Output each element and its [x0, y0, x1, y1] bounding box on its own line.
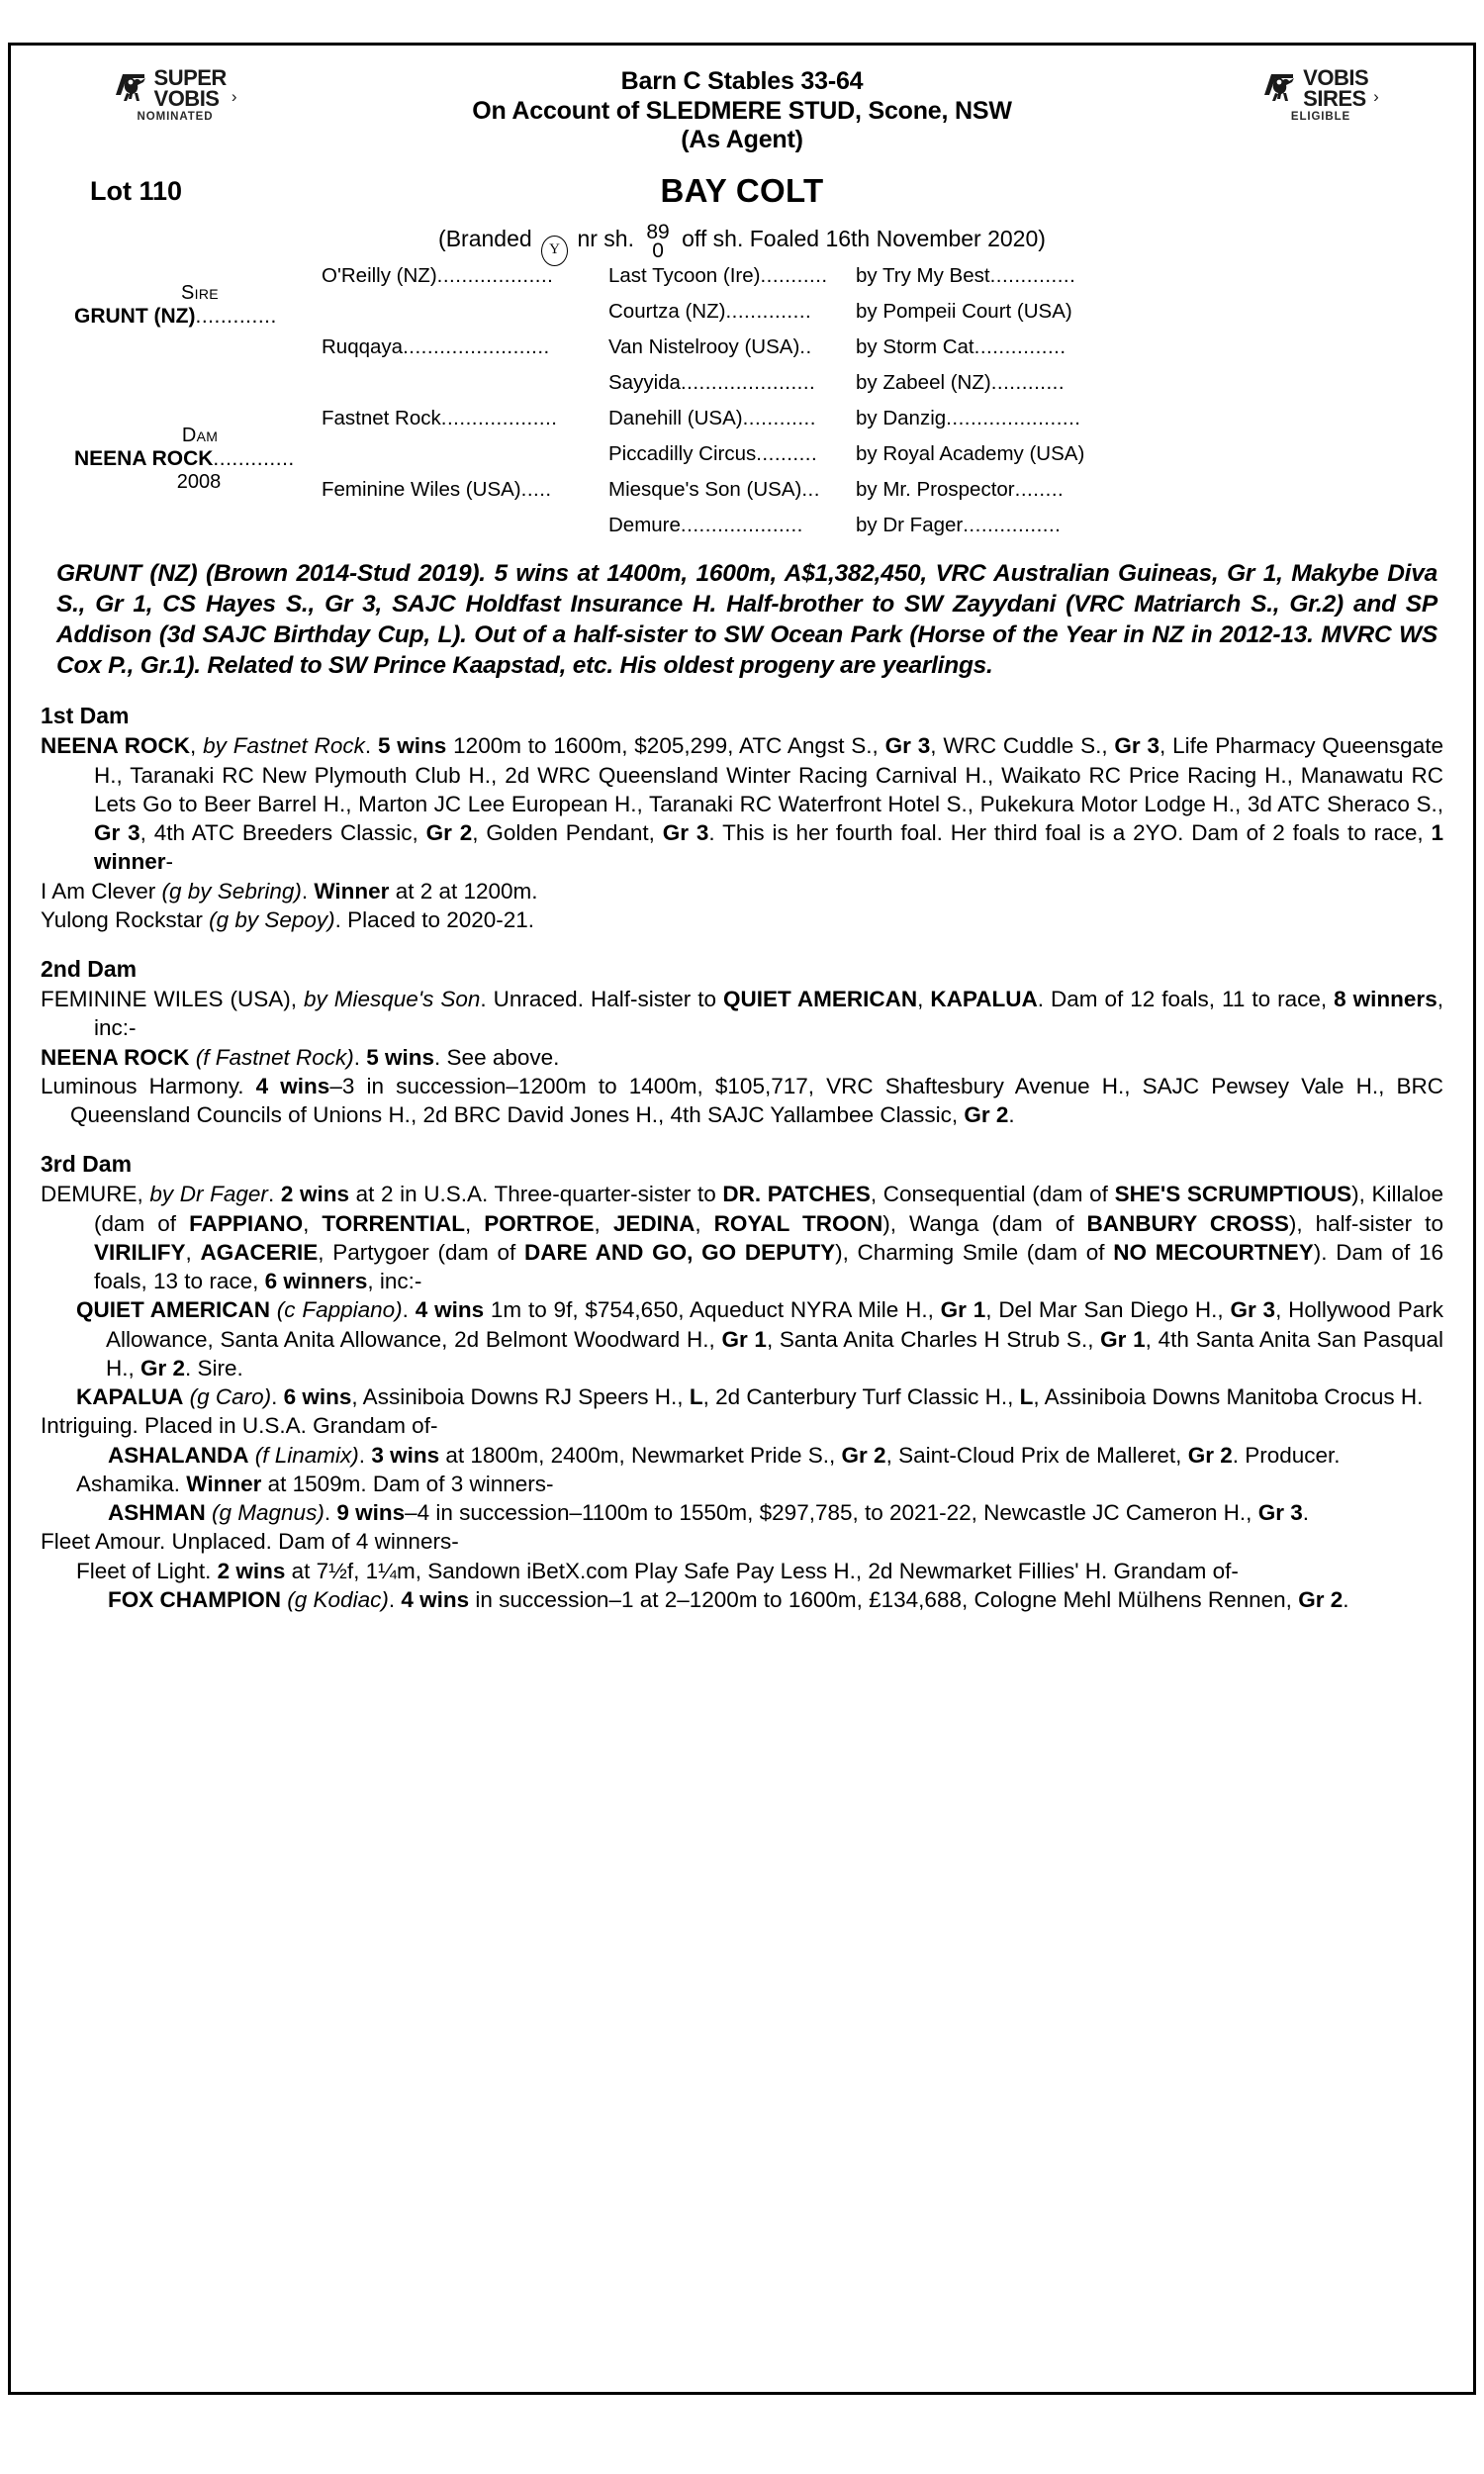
- dots: ................: [963, 514, 1062, 536]
- dots: ...................: [440, 407, 558, 429]
- ggp-by: by Mr. Prospector: [856, 478, 1015, 501]
- dam-year: 2008: [176, 471, 222, 493]
- logo-subtitle: ELIGIBLE: [1290, 111, 1351, 124]
- header-text-block: [276, 67, 1208, 155]
- list-item: ASHALANDA (f Linamix). 3 wins at 1800m, 2400m, Newmarket Pride S., Gr 2, Saint-Cloud Prix de Malleret, Gr 2. Producer.: [108, 1442, 1341, 1468]
- dots: ...: [801, 478, 820, 501]
- barn-stables-line: Barn C Stables 33-64: [620, 67, 864, 95]
- pedigree-cell: [608, 508, 856, 543]
- ggp-name: Miesque's Son (USA): [608, 478, 802, 501]
- third-dam-entry: DEMURE, by Dr Fager. 2 wins at 2 in U.S.A. Three-quarter-sister to DR. PATCHES, Consequential (dam of SHE'S SCRUMPTIOUS), Killaloe (dam of FAPPIANO, TORRENTIAL, PORTROE, JEDINA, ROYAL TROON), Wanga (dam of BANBURY CROSS), half-sister to VIRILIFY, AGACERIE, Partygoer (dam of DARE AND GO, GO DEPUTY), Charming Smile (dam of NO MECOURTNEY). Dam of 16 foals, 13 to race, 6 winners, inc:-: [41, 1182, 1444, 1294]
- pedigree-cell: [322, 472, 608, 508]
- dots: ..............: [725, 300, 812, 323]
- dam-label: Dam: [181, 425, 219, 446]
- pedigree-sire-grandparents: [322, 258, 608, 401]
- list-item: Yulong Rockstar (g by Sepoy). Placed to 2020-21.: [41, 906, 535, 932]
- pedigree-cell: [322, 401, 608, 436]
- page-header: [29, 46, 1455, 164]
- list-item: NEENA ROCK (f Fastnet Rock). 5 wins. See above.: [41, 1044, 560, 1070]
- ggp-name: Sayyida: [608, 371, 681, 394]
- sire-name-text: GRUNT (NZ): [74, 305, 196, 328]
- dots: ...................: [436, 264, 554, 287]
- dots: ............: [990, 371, 1066, 394]
- dam-gp-name: Feminine Wiles (USA): [322, 478, 521, 501]
- chevron-right-icon: ›: [1373, 87, 1379, 107]
- dots: ...........: [760, 264, 828, 287]
- brand-number-bottom: 0: [652, 238, 664, 262]
- pedigree-cell: [322, 258, 608, 294]
- brand-prefix: (Branded: [438, 226, 532, 251]
- pedigree-cell: [608, 436, 856, 472]
- dots: ........................: [403, 335, 550, 358]
- pedigree-dam-sire-of: [856, 401, 1182, 543]
- list-item: Fleet of Light. 2 wins at 7½f, 1¼m, Sandown iBetX.com Play Safe Pay Less H., 2d Newmarket Fillies' H. Grandam of-: [76, 1558, 1239, 1583]
- brand-suffix: off sh. Foaled 16th November 2020): [682, 226, 1046, 251]
- pedigree-table: [29, 258, 1455, 543]
- on-account-of-line: On Account of SLEDMERE STUD, Scone, NSW: [472, 96, 1012, 125]
- dam-gp-name: Fastnet Rock: [322, 407, 441, 429]
- catalogue-page: [8, 43, 1476, 2395]
- pedigree-sire-cell: [74, 258, 322, 401]
- dots: ....................: [680, 514, 803, 536]
- pedigree-dam-great-grandparents: [608, 401, 856, 543]
- pedigree-cell: [608, 365, 856, 401]
- dots: ..........: [756, 442, 818, 465]
- third-dam-progeny-list: [29, 1295, 1455, 1614]
- page-title: BAY COLT: [660, 172, 824, 209]
- first-dam-heading: 1st Dam: [41, 703, 130, 729]
- pedigree-cell: [322, 330, 608, 365]
- dots: .....: [520, 478, 552, 501]
- dots: ..............: [989, 264, 1076, 287]
- brand-number-stack: [646, 220, 670, 262]
- pedigree-cell: [856, 508, 1182, 543]
- branding-line: [29, 219, 1455, 262]
- pedigree-sire-sire-of: [856, 258, 1182, 401]
- pedigree-dam-cell: [74, 401, 322, 543]
- first-dam-entry: NEENA ROCK, by Fastnet Rock. 5 wins 1200m to 1600m, $205,299, ATC Angst S., Gr 3, WRC Cuddle S., Gr 3, Life Pharmacy Queensgate H., Taranaki RC New Plymouth Club H., 2d WRC Queensland Winter Racing Carnival H., Waikato RC Price Racing H., Manawatu RC Lets Go to Beer Barrel H., Marton JC Lee European H., Taranaki RC Waterfront Hotel S., Pukekura Motor Lodge H., 3d ATC Sheraco S., Gr 3, 4th ATC Breeders Classic, Gr 2, Golden Pendant, Gr 3. This is her fourth foal. Her third foal is a 2YO. Dam of 2 foals to race, 1 winner-: [41, 733, 1443, 875]
- ggp-name: Courtza (NZ): [608, 300, 726, 323]
- logo-line-1: SUPER: [153, 65, 227, 90]
- horse-rider-icon: [114, 69, 149, 107]
- pedigree-cell: [856, 436, 1182, 472]
- ggp-by: by Pompeii Court (USA): [856, 300, 1072, 323]
- logo-line-2: SIRES: [1303, 86, 1366, 112]
- ggp-name: Last Tycoon (Ire): [608, 264, 761, 287]
- ggp-by: by Dr Fager: [856, 514, 964, 536]
- list-item: Intriguing. Placed in U.S.A. Grandam of-: [41, 1413, 438, 1439]
- brand-near-shoulder: nr sh.: [577, 226, 634, 251]
- lot-number: Lot 110: [90, 176, 183, 206]
- sire-summary-paragraph: GRUNT (NZ) (Brown 2014-Stud 2019). 5 wins at 1400m, 1600m, A$1,382,450, VRC Australian Guineas, Gr 1, Makybe Diva S., Gr 1, CS Hayes S., Gr 3, SAJC Holdfast Insurance H. Half-brother to SW Zayydani (VRC Matriarch S., Gr.2) and SP Addison (3d SAJC Birthday Cup, L). Out of a half-sister to SW Ocean Park (Horse of the Year in NZ in 2012-13. MVRC WS Cox P., Gr.1). Related to SW Prince Kaapstad, etc. His oldest progeny are yearlings.: [56, 560, 1438, 679]
- pedigree-cell: [608, 472, 856, 508]
- second-dam-heading: 2nd Dam: [41, 956, 138, 983]
- dots: ...............: [974, 335, 1067, 358]
- brand-symbol-icon: Y: [541, 236, 568, 266]
- brand-number-top: 89: [646, 220, 670, 243]
- pedigree-cell: [856, 472, 1182, 508]
- sire-gp-name: O'Reilly (NZ): [322, 264, 437, 287]
- ggp-by: by Storm Cat: [856, 335, 974, 358]
- list-item: QUIET AMERICAN (c Fappiano). 4 wins 1m to 9f, $754,650, Aqueduct NYRA Mile H., Gr 1, Del Mar San Diego H., Gr 3, Hollywood Park Allowance, Santa Anita Allowance, 2d Belmont Woodward H., Gr 1, Santa Anita Charles H Strub S., Gr 1, 4th Santa Anita San Pasqual H., Gr 2. Sire.: [76, 1297, 1443, 1380]
- list-item: I Am Clever (g by Sebring). Winner at 2 at 1200m.: [41, 878, 538, 904]
- as-agent-line: (As Agent): [681, 126, 803, 153]
- pedigree-cell: [608, 294, 856, 330]
- dots: ........: [1014, 478, 1065, 501]
- ggp-by: by Danzig: [856, 407, 947, 429]
- lot-title-row: [29, 172, 1455, 214]
- pedigree-cell: [856, 365, 1182, 401]
- horse-rider-icon: [1262, 69, 1298, 107]
- pedigree-cell: [856, 294, 1182, 330]
- pedigree-sire-great-grandparents: [608, 258, 856, 401]
- logo-line-1: VOBIS: [1303, 65, 1369, 90]
- third-dam-heading: 3rd Dam: [41, 1151, 133, 1178]
- logo-line-2: VOBIS: [153, 86, 220, 112]
- ggp-by: by Try My Best: [856, 264, 990, 287]
- chevron-right-icon: ›: [231, 87, 237, 107]
- pedigree-cell: [856, 330, 1182, 365]
- list-item: Luminous Harmony. 4 wins–3 in succession–1200m to 1400m, $105,717, VRC Shaftesbury Avenue H., SAJC Pewsey Vale H., BRC Queensland Councils of Unions H., 2d BRC David Jones H., 4th SAJC Yallambee Classic, Gr 2.: [41, 1073, 1444, 1128]
- pedigree-cell: [608, 401, 856, 436]
- sire-label: Sire: [181, 282, 219, 304]
- pedigree-cell: [856, 258, 1182, 294]
- dots: ......................: [946, 407, 1081, 429]
- pedigree-cell: [608, 330, 856, 365]
- dam-name-text: NEENA ROCK: [74, 447, 214, 470]
- logo-subtitle: NOMINATED: [137, 111, 214, 124]
- pedigree-cell: [856, 401, 1182, 436]
- vobis-sires-eligible-logo: [1232, 67, 1410, 124]
- super-vobis-nominated-logo: [86, 67, 264, 124]
- list-item: Ashamika. Winner at 1509m. Dam of 3 winners-: [76, 1471, 554, 1496]
- ggp-by: by Zabeel (NZ): [856, 371, 991, 394]
- pedigree-dam-grandparents: [322, 401, 608, 543]
- list-item: FOX CHAMPION (g Kodiac). 4 wins in succession–1 at 2–1200m to 1600m, £134,688, Cologne Mehl Mülhens Rennen, Gr 2.: [108, 1586, 1349, 1612]
- list-item: KAPALUA (g Caro). 6 wins, Assiniboia Downs RJ Speers H., L, 2d Canterbury Turf Classic H., L, Assiniboia Downs Manitoba Crocus H.: [76, 1384, 1424, 1410]
- ggp-name: Demure: [608, 514, 681, 536]
- sire-name: [74, 305, 322, 329]
- dam-name: [74, 447, 322, 471]
- dots: ..: [799, 335, 812, 358]
- list-item: Fleet Amour. Unplaced. Dam of 4 winners-: [41, 1529, 459, 1555]
- dam-dots: .............: [213, 447, 295, 470]
- sire-dots: .............: [195, 305, 277, 328]
- dots: ............: [742, 407, 816, 429]
- sire-gp-name: Ruqqaya: [322, 335, 404, 358]
- pedigree-cell: [608, 258, 856, 294]
- dots: ......................: [680, 371, 816, 394]
- ggp-name: Danehill (USA): [608, 407, 743, 429]
- ggp-by: by Royal Academy (USA): [856, 442, 1085, 465]
- ggp-name: Van Nistelrooy (USA): [608, 335, 800, 358]
- ggp-name: Piccadilly Circus: [608, 442, 757, 465]
- second-dam-entry: FEMININE WILES (USA), by Miesque's Son. Unraced. Half-sister to QUIET AMERICAN, KAPALUA. Dam of 12 foals, 11 to race, 8 winners, inc:-: [41, 987, 1443, 1041]
- list-item: ASHMAN (g Magnus). 9 wins–4 in succession–1100m to 1550m, $297,785, to 2021-22, Newcastle JC Cameron H., Gr 3.: [108, 1500, 1309, 1526]
